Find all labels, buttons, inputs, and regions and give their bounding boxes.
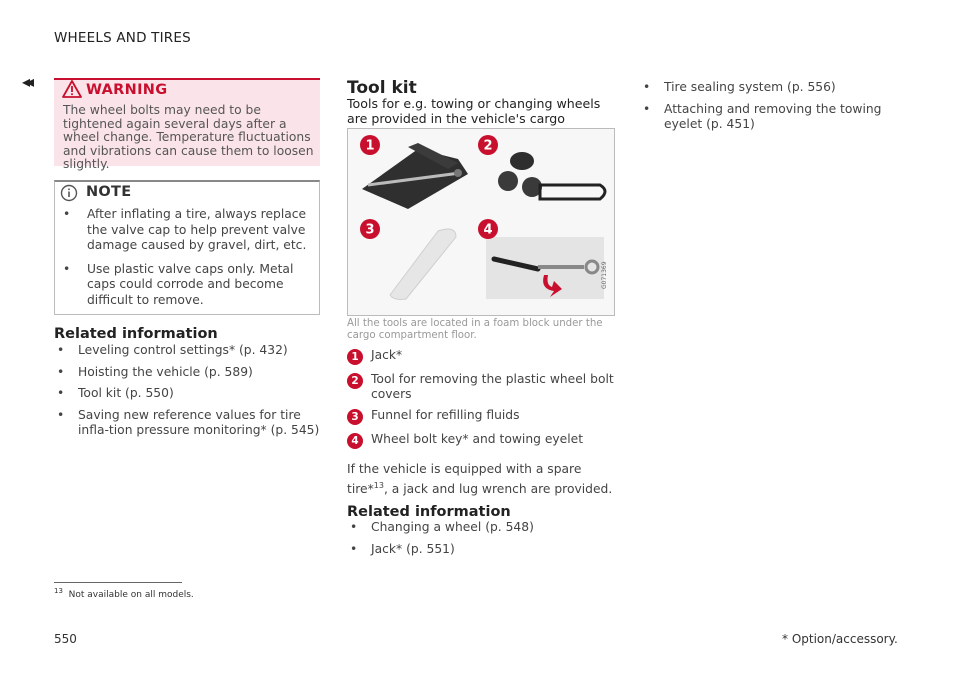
related-info-list <box>54 343 320 445</box>
svg-text:1: 1 <box>365 138 375 154</box>
footnote-divider <box>54 582 182 583</box>
related-link[interactable]: • Leveling control settings* (p. 432) <box>54 343 320 359</box>
back-chevron-icon[interactable]: ◂◂ <box>22 72 31 91</box>
callout-text: Tool for removing the plastic wheel bolt covers <box>371 372 614 401</box>
note-list <box>63 207 315 316</box>
section-header: WHEELS AND TIRES <box>54 30 191 46</box>
related-info-heading: Related information <box>54 326 218 342</box>
figure-caption: All the tools are located in a foam block under the cargo compartment floor. <box>347 318 603 341</box>
note-item: • Use plastic valve caps only. Metal caps could corrode and become difficult to remove. <box>63 262 315 309</box>
svg-text:2: 2 <box>483 138 493 154</box>
note-title: NOTE <box>86 184 132 200</box>
tool-kit-illustration <box>348 129 614 315</box>
related-info-heading: Related information <box>347 504 511 520</box>
callout-item <box>347 372 617 402</box>
callout-number: 4 <box>347 433 363 449</box>
footnote: $^{13}$ Not available on all models. <box>54 587 194 600</box>
related-link[interactable]: • Jack* (p. 551) <box>347 542 613 558</box>
spare-tire-paragraph: If the vehicle is equipped with a spare tire*$^{13}$, a jack and lug wrench are provided. <box>347 462 613 496</box>
callout-text: Funnel for refilling fluids <box>371 408 520 422</box>
related-info-list <box>347 520 613 563</box>
callout-item <box>347 432 617 450</box>
related-link[interactable]: • Tire sealing system (p. 556) <box>640 80 908 96</box>
callout-list <box>347 348 617 456</box>
svg-text:4: 4 <box>483 222 493 238</box>
related-info-list-continued <box>640 80 908 139</box>
info-icon <box>60 184 78 202</box>
related-link[interactable]: • Tool kit (p. 550) <box>54 386 320 402</box>
callout-2 <box>478 135 498 155</box>
footnote-ref[interactable]: 13 <box>373 480 384 490</box>
wheel-bolt-key-illustration <box>486 237 604 299</box>
callout-4 <box>478 219 498 239</box>
callout-item <box>347 408 617 426</box>
callout-1 <box>360 135 380 155</box>
callout-number: 1 <box>347 349 363 365</box>
tool-kit-figure <box>347 128 615 316</box>
figure-code: G071369 <box>601 261 608 289</box>
page-subtitle: Tools for e.g. towing or changing wheels are provided in the vehicle's cargo <box>347 96 601 126</box>
callout-number: 2 <box>347 373 363 389</box>
callout-text: Wheel bolt key* and towing eyelet <box>371 432 584 446</box>
note-item: • After inflating a tire, always replace the valve cap to help prevent valve damage caused by gravel, dirt, etc. <box>63 207 315 254</box>
related-link[interactable]: • Attaching and removing the towing eyelet (p. 451) <box>640 102 908 133</box>
svg-text:3: 3 <box>365 222 375 238</box>
related-link[interactable]: • Saving new reference values for tire infla-tion pressure monitoring* (p. 545) <box>54 408 320 439</box>
warning-title: WARNING <box>86 82 168 98</box>
warning-text: The wheel bolts may need to be tightened again several days after a wheel change. Temperature fluctuations and vibrations can cause them to loosen slightly. <box>63 103 314 172</box>
page-number: 550 <box>54 632 77 646</box>
option-accessory-note: * Option/accessory. <box>782 632 898 646</box>
callout-3 <box>360 219 380 239</box>
related-link[interactable]: • Hoisting the vehicle (p. 589) <box>54 365 320 381</box>
callout-number: 3 <box>347 409 363 425</box>
warning-triangle-icon <box>62 80 82 98</box>
callout-text: Jack* <box>371 348 403 362</box>
related-link[interactable]: • Changing a wheel (p. 548) <box>347 520 613 536</box>
callout-item <box>347 348 617 366</box>
page-title: Tool kit <box>347 78 417 98</box>
